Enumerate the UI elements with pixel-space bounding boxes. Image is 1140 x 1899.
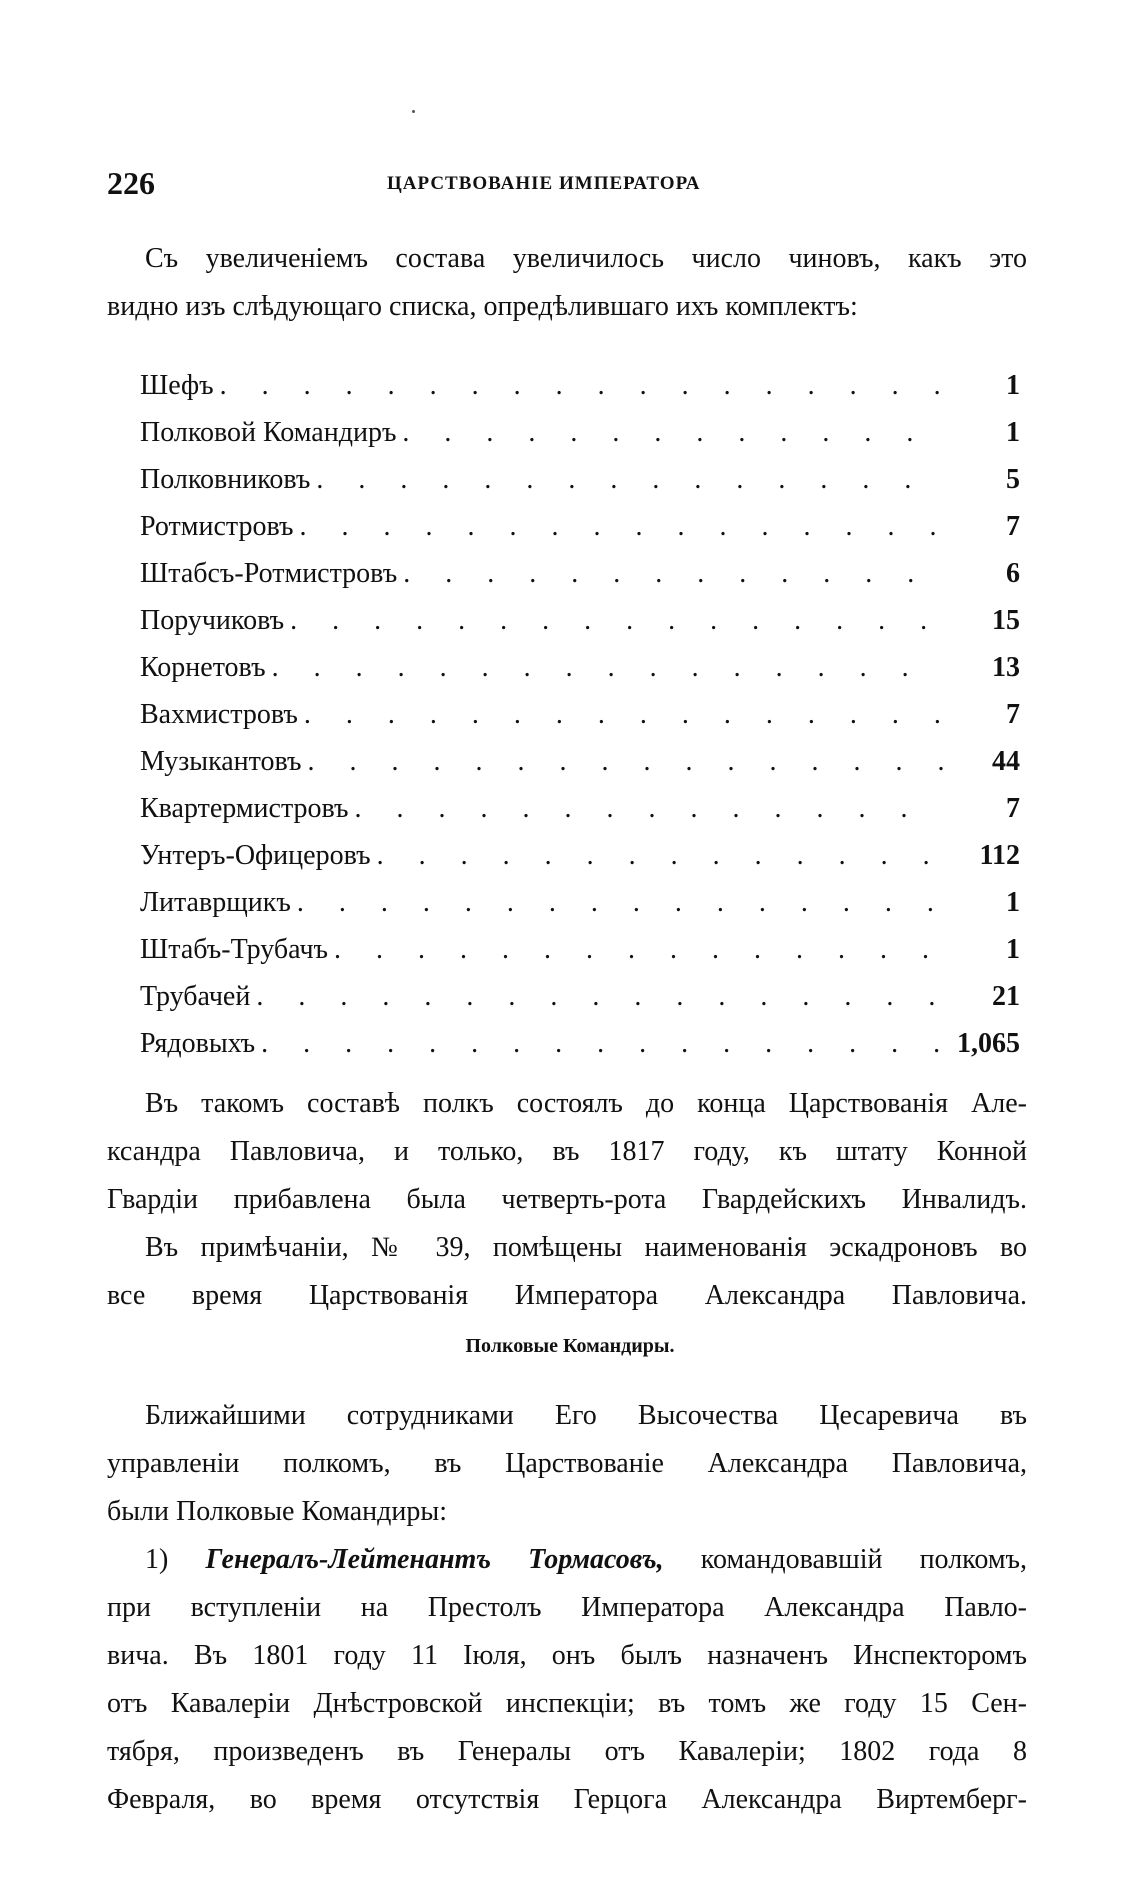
dot-leader: [355, 785, 944, 832]
rank-label: Литаврщикъ: [140, 887, 291, 918]
composition-line-3: Гвардіи прибавлена была четверть-рота Гвардейскихъ Инвалидъ.: [107, 1184, 1027, 1215]
tormasov-line-1: [107, 1536, 1027, 1584]
rank-count: 1: [1006, 934, 1020, 965]
rank-label: Полковой Командиръ: [140, 417, 397, 448]
commander-name: Генералъ-Лейтенантъ Тормасовъ,: [205, 1544, 664, 1575]
stray-dot: [412, 110, 415, 113]
item-number: 1): [145, 1544, 169, 1575]
rank-count: 7: [1006, 793, 1020, 824]
rank-row: [140, 597, 1020, 644]
rank-label: Поручиковъ: [140, 605, 285, 636]
dot-leader: [377, 832, 944, 879]
rank-count: 7: [1006, 699, 1020, 730]
tormasov-paragraph: [107, 1536, 1027, 1824]
intro-line-1: Съ увеличеніемъ состава увеличилось число чиновъ, какъ это: [145, 243, 1027, 274]
dot-leader: [261, 1020, 944, 1067]
rank-row: [140, 362, 1020, 409]
tormasov-line-4: отъ Кавалеріи Днѣстровской инспекціи; въ томъ же году 15 Сен-: [107, 1688, 1027, 1719]
dot-leader: [220, 362, 944, 409]
rank-label: Вахмистровъ: [140, 699, 298, 730]
rank-row: [140, 973, 1020, 1020]
rank-row: [140, 738, 1020, 785]
composition-paragraph: [107, 1080, 1027, 1224]
rank-count: 1: [1006, 370, 1020, 401]
note-line-1: Въ примѣчаніи, № 39, помѣщены наименованія эскадроновъ во: [145, 1232, 1027, 1263]
note-line-2: все время Царствованія Императора Александра Павловича.: [107, 1280, 1027, 1311]
section-heading: Полковые Командиры.: [465, 1335, 675, 1357]
page-header: [107, 165, 1027, 205]
rank-label: Шефъ: [140, 370, 214, 401]
rank-row: [140, 550, 1020, 597]
rank-row: [140, 879, 1020, 926]
commanders-intro-paragraph: [107, 1392, 1027, 1536]
dot-leader: [299, 503, 944, 550]
page-number: 226: [107, 165, 155, 201]
intro-line-2: видно изъ слѣдующаго списка, опредѣлившаго ихъ комплектъ:: [107, 291, 858, 322]
ranks-list: [140, 362, 1020, 1067]
dot-leader: [308, 738, 944, 785]
rank-count: 1: [1006, 887, 1020, 918]
dot-leader: [402, 409, 944, 456]
rank-count: 44: [992, 746, 1020, 777]
rank-row: [140, 926, 1020, 973]
tormasov-line-3: вича. Въ 1801 году 11 Іюля, онъ былъ назначенъ Инспекторомъ: [107, 1640, 1027, 1671]
note-paragraph: [107, 1224, 1027, 1320]
tormasov-line-2: при вступленіи на Престолъ Императора Александра Павло-: [107, 1592, 1027, 1623]
dot-leader: [304, 691, 944, 738]
rank-row: [140, 1020, 1020, 1067]
commanders-line-1: Ближайшими сотрудниками Его Высочества Цесаревича въ: [145, 1400, 1027, 1431]
rank-row: [140, 456, 1020, 503]
rank-label: Штабсъ-Ротмистровъ: [140, 558, 398, 589]
tormasov-line-5: тября, произведенъ въ Генералы отъ Кавалеріи; 1802 года 8: [107, 1736, 1027, 1767]
tormasov-line-1-rest: командовавшій полкомъ,: [700, 1544, 1028, 1575]
dot-leader: [290, 597, 944, 644]
composition-line-2: ксандра Павловича, и только, въ 1817 году, къ штату Конной: [107, 1136, 1027, 1167]
rank-label: Штабъ-Трубачъ: [140, 934, 329, 965]
rank-label: Квартермистровъ: [140, 793, 349, 824]
rank-count: 112: [979, 840, 1020, 871]
rank-row: [140, 832, 1020, 879]
rank-count: 6: [1006, 558, 1020, 589]
rank-label: Ротмистровъ: [140, 511, 294, 542]
rank-label: Рядовыхъ: [140, 1028, 256, 1059]
rank-count: 1,065: [957, 1028, 1020, 1059]
dot-leader: [403, 550, 944, 597]
rank-count: 5: [1006, 464, 1020, 495]
rank-count: 1: [1006, 417, 1020, 448]
composition-line-1: Въ такомъ составѣ полкъ состоялъ до конца Царствованія Але-: [145, 1088, 1027, 1119]
rank-row: [140, 691, 1020, 738]
dot-leader: [334, 926, 944, 973]
rank-label: Трубачей: [140, 981, 251, 1012]
dot-leader: [297, 879, 944, 926]
rank-row: [140, 785, 1020, 832]
dot-leader: [316, 456, 944, 503]
rank-count: 15: [992, 605, 1020, 636]
rank-count: 21: [992, 981, 1020, 1012]
rank-row: [140, 503, 1020, 550]
dot-leader: [272, 644, 944, 691]
rank-label: Музыкантовъ: [140, 746, 302, 777]
intro-paragraph: [107, 235, 1027, 331]
rank-count: 13: [992, 652, 1020, 683]
rank-label: Полковниковъ: [140, 464, 311, 495]
running-title: ЦАРСТВОВАНІЕ ИМПЕРАТОРА: [387, 173, 701, 194]
commanders-line-2: управленіи полкомъ, въ Царствованіе Александра Павловича,: [107, 1448, 1027, 1479]
rank-row: [140, 409, 1020, 456]
tormasov-line-6: Февраля, во время отсутствія Герцога Александра Виртемберг-: [107, 1784, 1027, 1815]
rank-label: Корнетовъ: [140, 652, 266, 683]
rank-row: [140, 644, 1020, 691]
commanders-line-3: были Полковые Командиры:: [107, 1496, 447, 1527]
dot-leader: [256, 973, 944, 1020]
rank-count: 7: [1006, 511, 1020, 542]
rank-label: Унтеръ-Офицеровъ: [140, 840, 371, 871]
